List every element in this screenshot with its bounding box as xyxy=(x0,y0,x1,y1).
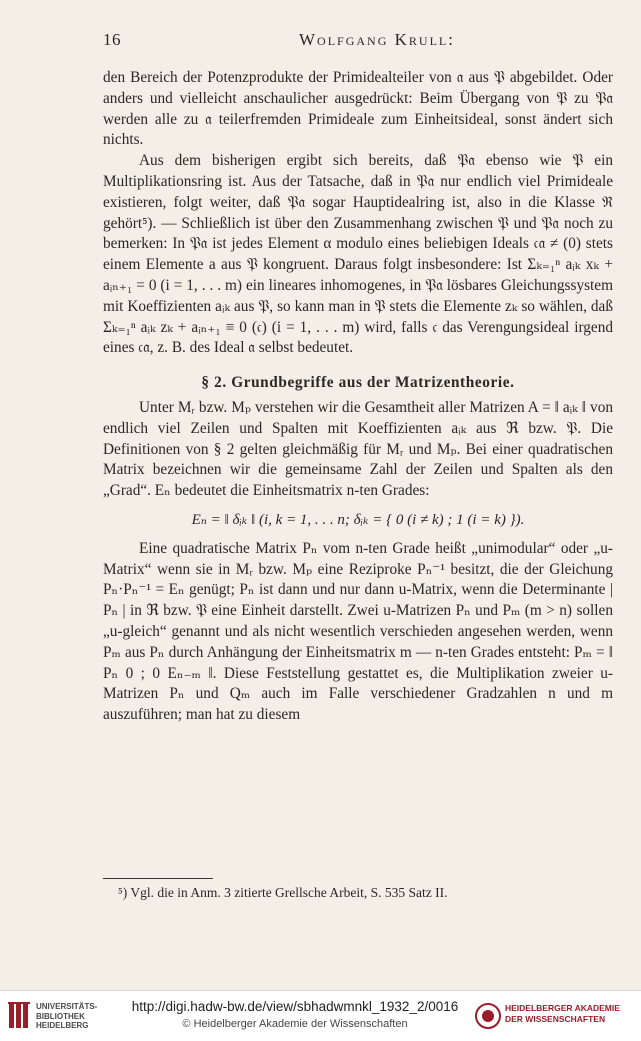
body-text xyxy=(103,68,613,726)
footnote: ⁵) Vgl. die in Anm. 3 zitierte Grellsche Arbeit, S. 535 Satz II. xyxy=(118,885,448,900)
viewer-footer xyxy=(0,990,641,1041)
academy-logo[interactable] xyxy=(475,1001,633,1031)
paragraph-1: den Bereich der Potenzprodukte der Primidealteiler von 𝔞 aus 𝔓 abgebildet. Oder anders und vielleicht anschaulicher ausgedrückt: Beim Übergang von 𝔓 zu 𝔓𝔞 werden alle zu 𝔞 teilerfremden Primideale zum Einheitsideal, sonst ändert sich nichts. xyxy=(103,69,613,149)
copyright-notice: © Heidelberger Akademie der Wissenschaften xyxy=(182,1018,408,1030)
academy-emblem-icon xyxy=(475,1003,501,1029)
page-number: 16 xyxy=(103,30,121,49)
library-emblem-icon xyxy=(8,1001,32,1031)
academy-name: HEIDELBERGER AKADEMIE DER WISSENSCHAFTEN xyxy=(505,1003,620,1024)
running-head: Wolfgang Krull: xyxy=(299,30,455,49)
footnote-rule xyxy=(103,878,213,879)
library-name: UNIVERSITÄTS- BIBLIOTHEK HEIDELBERG xyxy=(36,1002,98,1030)
paragraph-2: Aus dem bisherigen ergibt sich bereits, daß 𝔓𝔞 ebenso wie 𝔓 ein Multiplikationsring ist. Aus der Tatsache, daß in 𝔓𝔞 nur endlich viel Primideale existieren, folgt weiter, daß 𝔓𝔞 sogar Hauptidealring ist, also in die Klasse ℜ gehört⁵). — Schließlich ist über den Zusammenhang zwischen 𝔓 und 𝔓𝔞 noch zu bemerken: In 𝔓𝔞 ist jedes Element α modulo eines beliebigen Ideals 𝔠𝔞 ≠ (0) stets einem Elemente a aus 𝔓 kongruent. Daraus folgt insbesondere: Ist Σₖ₌₁ⁿ aᵢₖ xₖ + aᵢₙ₊₁ = 0 (i = 1, . . . m) ein lineares inhomogenes, in 𝔓𝔞 lösbares Gleichungssystem mit Koeffizienten aᵢₖ aus 𝔓, so kann man in 𝔓 stets die Elemente zₖ so wählen, daß Σₖ₌₁ⁿ aᵢₖ zₖ + aᵢₙ₊₁ ≡ 0 (𝔠) (i = 1, . . . m) wird, falls 𝔠 das Verengungsideal irgend eines 𝔠𝔞, z. B. des Ideal 𝔞 selbst bedeutet. xyxy=(103,152,613,357)
page-header xyxy=(103,30,611,54)
unit-matrix-formula: Eₙ = ‖ δᵢₖ ‖ (i, k = 1, . . . n; δᵢₖ = { 0 (i ≠ k) ; 1 (i = k) }). xyxy=(191,511,525,528)
section-title: § 2. Grundbegriffe aus der Matrizentheorie. xyxy=(201,374,515,392)
paragraph-3: Unter Mᵣ bzw. Mₚ verstehen wir die Gesamtheit aller Matrizen A = ‖ aᵢₖ ‖ von endlich viel Zeilen und Spalten mit Koeffizienten aᵢₖ aus ℜ bzw. 𝔓. Die Definitionen von § 2 gelten gleichmäßig für Mᵣ und Mₚ. Bei einer quadratischen Matrix bezeichnen wir die gemeinsame Zahl der Zeilen und Spalten als den „Grad“. Eₙ bedeutet die Einheitsmatrix n-ten Grades: xyxy=(103,398,613,500)
permalink[interactable]: http://digi.hadw-bw.de/view/sbhadwmnkl_1932_2/0016 xyxy=(131,999,459,1014)
paragraph-4: Eine quadratische Matrix Pₙ vom n-ten Grade heißt „unimodular“ oder „u-Matrix“ wenn sie in Mᵣ bzw. Mₚ eine Reziproke Pₙ⁻¹ besitzt, die der Gleichung Pₙ·Pₙ⁻¹ = Eₙ genügt; Pₙ ist dann und nur dann u-Matrix, wenn die Determinante | Pₙ | in ℜ bzw. 𝔓 eine Einheit darstellt. Zwei u-Matrizen Pₙ und Pₘ (m > n) sollen „u-gleich“ genannt und als nicht wesentlich verschieden angesehen werden, wenn Pₘ aus Pₙ durch Anhängung der Einheitsmatrix m — n-ten Grades entsteht: Pₘ = ‖ Pₙ 0 ; 0 Eₙ₋ₘ ‖. Diese Feststellung gestattet es, die Multiplikation zweier u-Matrizen Pₙ und Qₘ auch im Falle verschiedener Gradzahlen n und m auszuführen; man hat zu diesem xyxy=(103,539,613,724)
university-library-logo[interactable] xyxy=(8,999,128,1033)
